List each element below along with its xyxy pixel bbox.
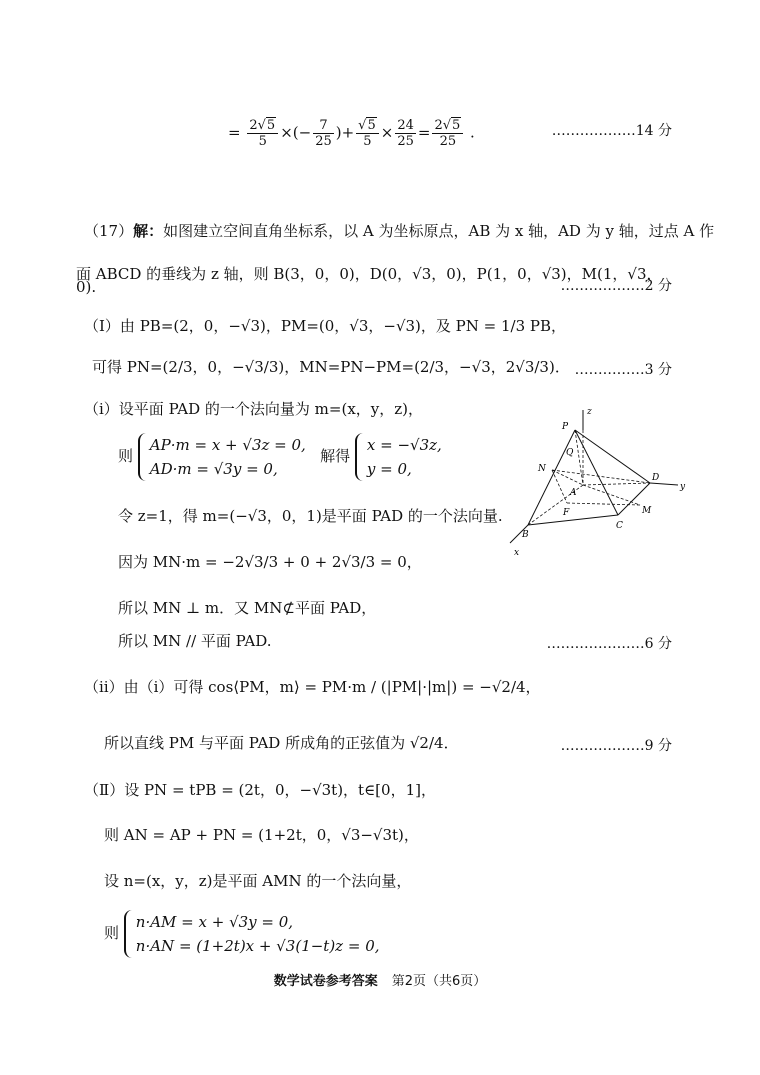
q17-line-2: 面 ABCD 的垂线为 z 轴，则 B(3，0，0)，D(0，√3，0)，P(1，0，√3)，M(1，√3， [76, 265, 662, 283]
label-D: D [652, 473, 660, 483]
label-z: z [587, 407, 592, 417]
part1-line-2: 可得 PN=(2/3，0，−√3/3)，MN=PN−PM=(2/3，−√3，2√3/3)． [92, 358, 570, 376]
label-x: x [514, 548, 520, 558]
label-y: y [680, 482, 686, 492]
sub-i-so-2: 所以 MN // 平面 PAD. [118, 632, 272, 650]
equation-system-1: AP·m = x + √3z = 0, AD·m = √3y = 0, [138, 433, 306, 481]
score-9: ………………9 分 [560, 738, 672, 754]
label-M: M [642, 506, 652, 516]
equation-system-2: x = −√3z, y = 0, [355, 433, 442, 481]
footer-title: 数学试卷参考答案 [273, 974, 378, 989]
part2-system: 则 n·AM = x + √3y = 0, n·AN = (1+2t)x + √3(1−t)z = 0, [104, 910, 380, 958]
label-C: C [616, 521, 623, 531]
sub-i-let: 令 z=1，得 m=(−√3，0，1)是平面 PAD 的一个法向量. [118, 507, 503, 525]
label-B: B [522, 530, 529, 540]
sub-ii-line-2: 所以直线 PM 与平面 PAD 所成角的正弦值为 √2/4． [104, 734, 459, 752]
footer-page: 第2页（共6页） [391, 974, 487, 989]
label-P: P [562, 422, 569, 432]
part2-line-3: 设 n=(x，y，z)是平面 AMN 的一个法向量， [104, 872, 412, 890]
sub-ii-line-1: （ⅱ）由（ⅰ）可得 cos⟨PM，m⟩ = PM·m / (|PM|·|m|) = −√2/4， [84, 678, 541, 696]
sub-i-because: 因为 MN·m = −2√3/3 + 0 + 2√3/3 = 0， [118, 553, 422, 571]
geometry-figure [500, 405, 690, 565]
sub-i-line-1: （ⅰ）设平面 PAD 的一个法向量为 m=(x，y，z)， [84, 400, 424, 418]
part1-line-1: （Ⅰ）由 PB=(2，0，−√3)，PM=(0，√3，−√3)，及 PN = 1/3 PB， [84, 317, 567, 335]
label-A: A [570, 488, 577, 498]
label-N: N [538, 464, 546, 474]
sub-i-system: 则 AP·m = x + √3z = 0, AD·m = √3y = 0, 解得 x = −√3z, y = 0, [118, 433, 442, 481]
part2-line-1: （Ⅱ）设 PN = tPB = (2t，0，−√3t)，t∈[0，1]， [84, 781, 436, 799]
sub-i-so-1: 所以 MN ⊥ m．又 MN⊄平面 PAD， [118, 599, 377, 617]
score-3: ……………3 分 [574, 362, 672, 378]
score-14: ………………14 分 [551, 123, 672, 139]
q17-line-3: 0). [76, 278, 97, 296]
part2-line-2: 则 AN = AP + PN = (1+2t，0，√3−√3t)， [104, 826, 419, 844]
q17-line-1: （17）解：如图建立空间直角坐标系，以 A 为坐标原点，AB 为 x 轴，AD 为 y 轴，过点 A 作 [84, 222, 715, 240]
label-F: F [563, 508, 570, 518]
equation-line-1: = $\frac{2√5}{5}$ ×(− $\frac{7}{25}$ )+ $\frac{√5}{5}$ × $\frac{24}{25}$ = $\frac{2√5}{25}$ . [228, 118, 475, 149]
label-Q: Q [566, 448, 574, 458]
equation-system-3: n·AM = x + √3y = 0, n·AN = (1+2t)x + √3(1−t)z = 0, [124, 910, 380, 958]
solution-label: 解： [133, 222, 164, 240]
score-2: ………………2 分 [560, 278, 672, 294]
page-footer [0, 970, 760, 989]
score-6: …………………6 分 [546, 636, 672, 652]
